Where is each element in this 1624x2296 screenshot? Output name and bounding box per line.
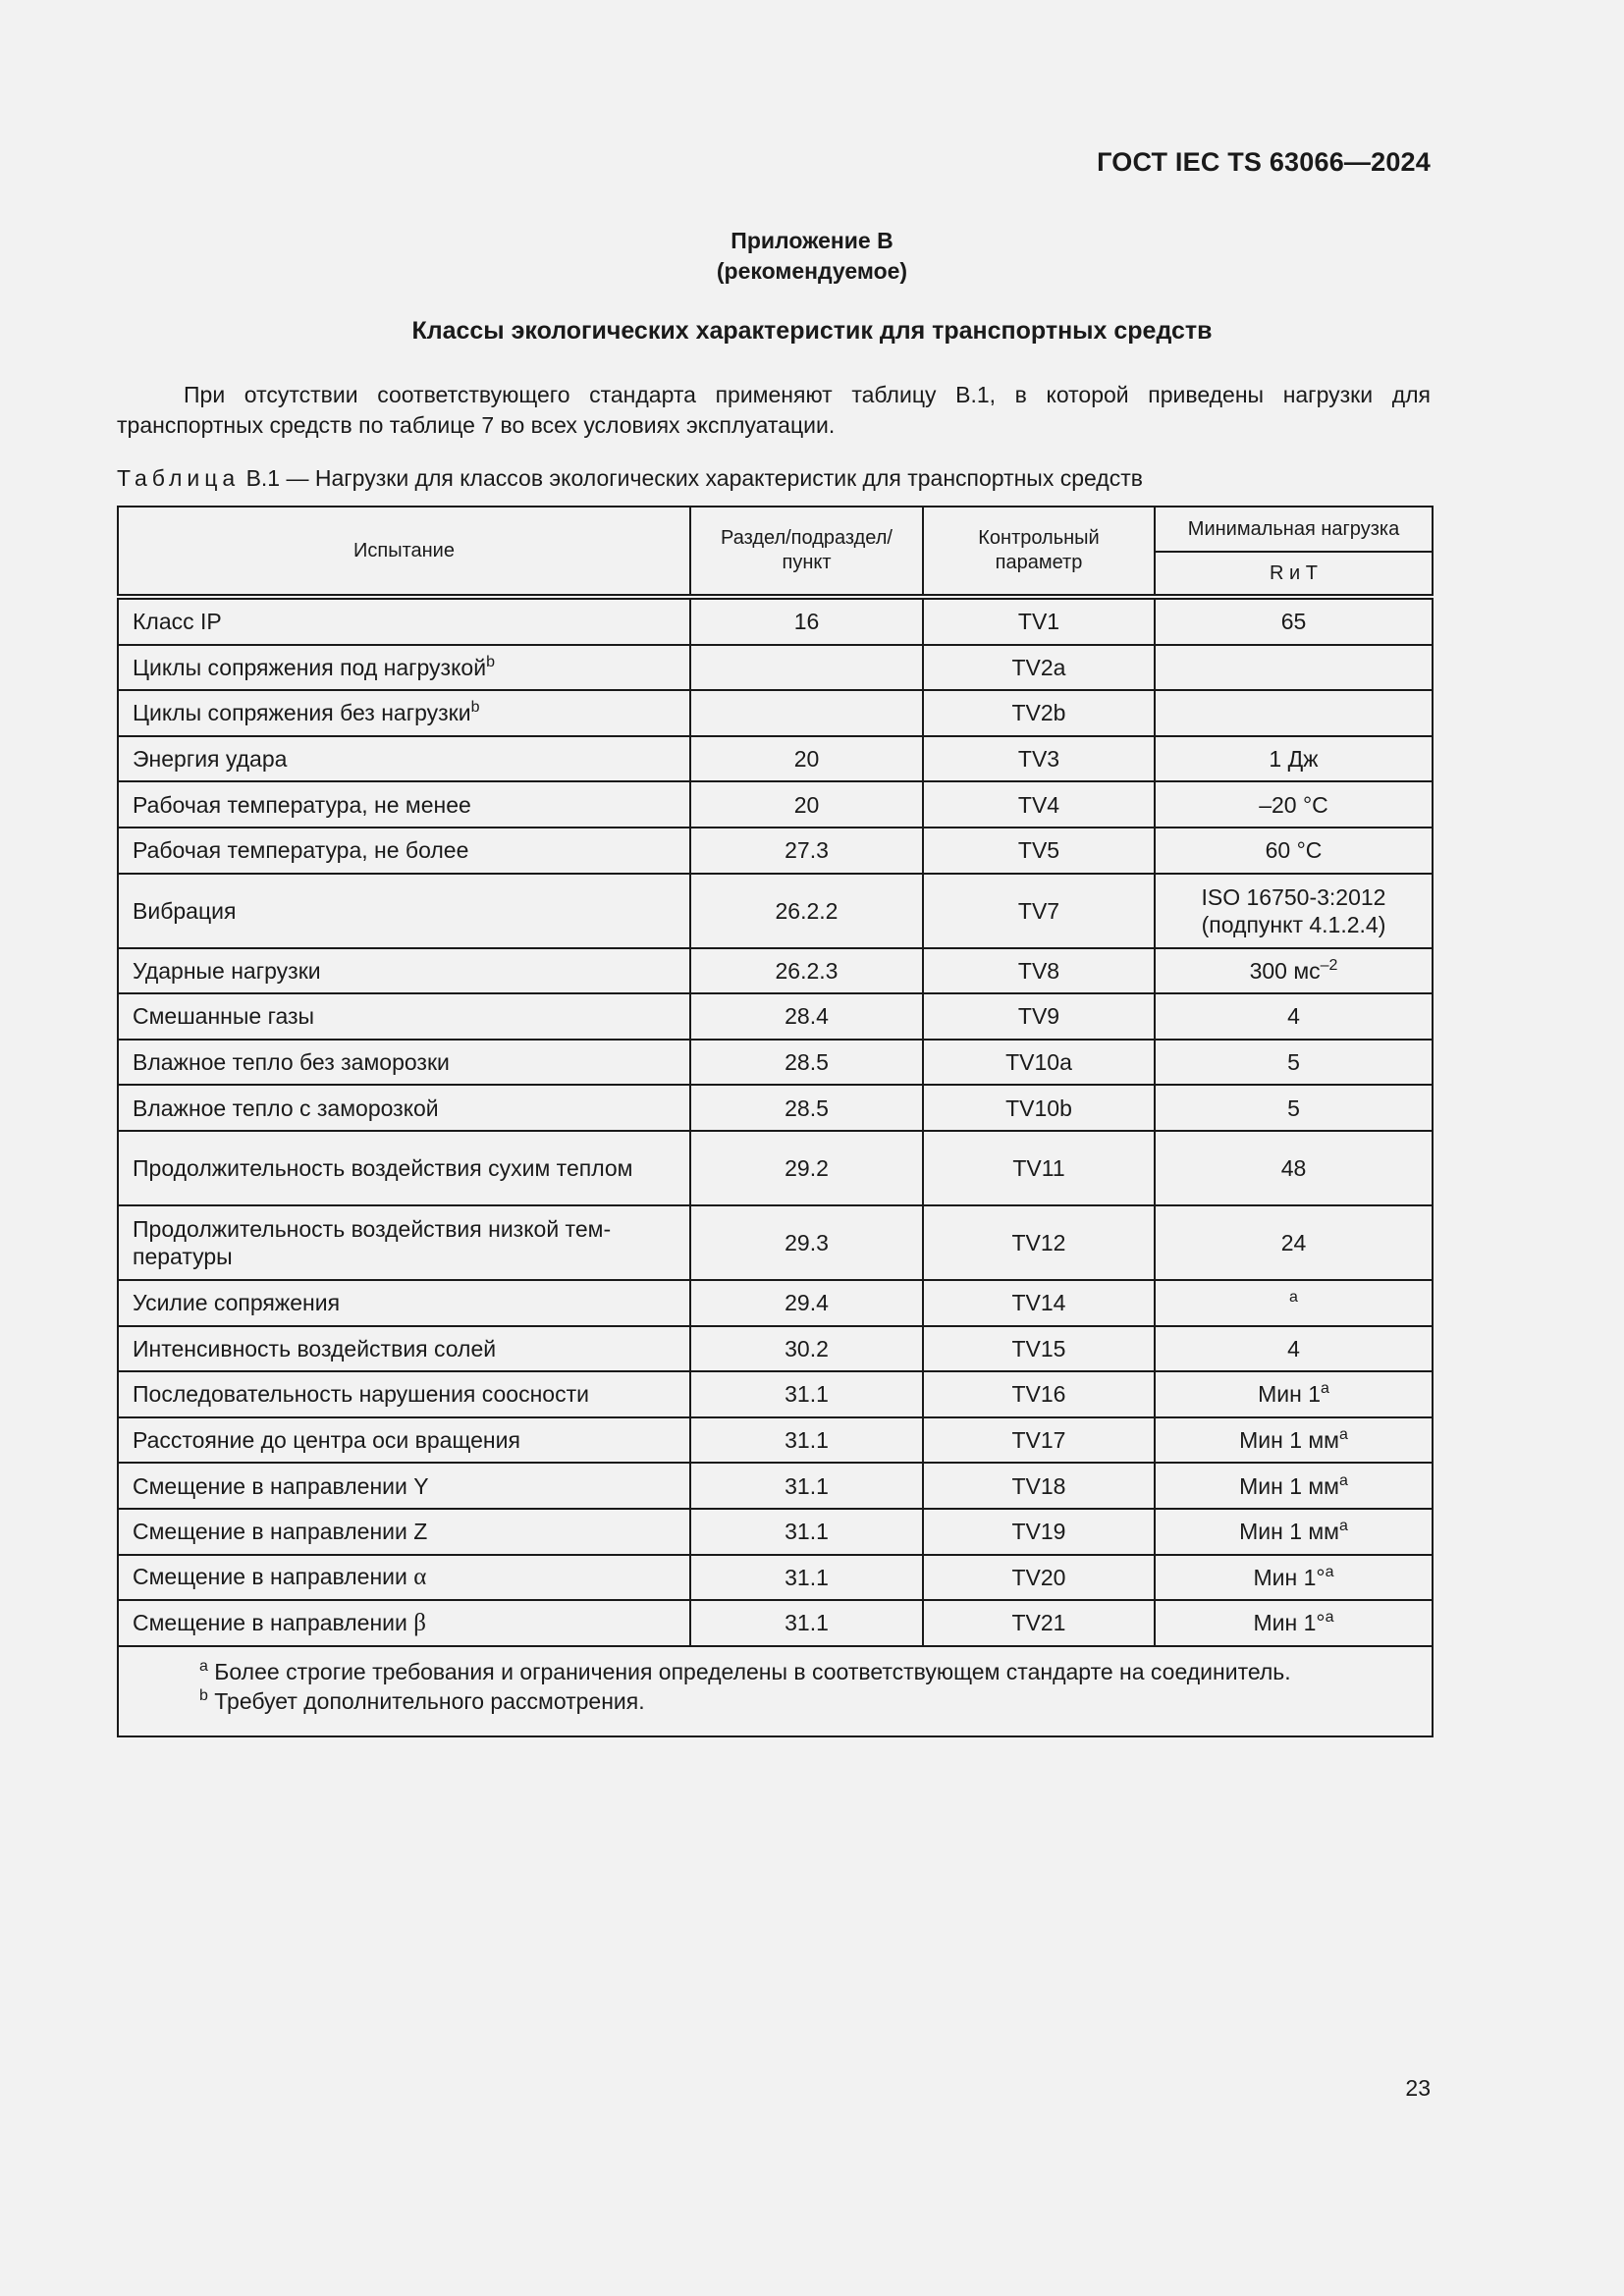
cell-load: [1155, 874, 1433, 948]
cell-load: [1155, 1131, 1433, 1205]
cell-load-text: 4: [1287, 1003, 1300, 1030]
cell-param: TV10a: [923, 1040, 1155, 1086]
cell-test-text: Смещение в направлении: [133, 1564, 407, 1590]
cell-section: 30.2: [690, 1326, 923, 1372]
table-row: [118, 1463, 1433, 1509]
cell-test-greek: β: [413, 1609, 426, 1636]
cell-load-sup: a: [1325, 1609, 1334, 1627]
cell-section: 28.5: [690, 1085, 923, 1131]
cell-test: [118, 1371, 690, 1417]
cell-load-text: 300 мс: [1249, 957, 1321, 984]
cell-test: [118, 874, 690, 948]
cell-load-sup: a: [1339, 1471, 1348, 1489]
cell-load-text: Мин 1°: [1253, 1610, 1326, 1636]
loads-table: [117, 506, 1434, 1737]
cell-test-text: Влажное тепло с заморозкой: [133, 1095, 439, 1121]
cell-section: 31.1: [690, 1417, 923, 1464]
cell-test: [118, 1205, 690, 1280]
table-row: [118, 736, 1433, 782]
cell-test-text: Ударные нагрузки: [133, 957, 321, 984]
cell-section: 28.5: [690, 1040, 923, 1086]
cell-load: [1155, 1371, 1433, 1417]
cell-load-sup: a: [1289, 1289, 1298, 1307]
cell-load: [1155, 1280, 1433, 1326]
cell-param: TV8: [923, 948, 1155, 994]
cell-section: 29.2: [690, 1131, 923, 1205]
table-row: [118, 597, 1433, 645]
cell-param: TV9: [923, 993, 1155, 1040]
cell-section: 31.1: [690, 1509, 923, 1555]
cell-load-sup: a: [1339, 1518, 1348, 1535]
cell-load-text: Мин 1 мм: [1239, 1472, 1339, 1499]
cell-param: TV1: [923, 597, 1155, 645]
table-caption-text: В.1 — Нагрузки для классов экологических характеристик для транспортных средств: [245, 465, 1143, 491]
footnote-b: [199, 1686, 1418, 1716]
cell-load: [1155, 645, 1433, 691]
cell-test: [118, 1417, 690, 1464]
cell-param: TV12: [923, 1205, 1155, 1280]
cell-load-text: 60 °С: [1265, 837, 1323, 864]
cell-test: [118, 1555, 690, 1601]
cell-test: [118, 781, 690, 828]
cell-test-text: Влажное тепло без заморозки: [133, 1049, 450, 1076]
cell-param: TV2b: [923, 690, 1155, 736]
cell-section: 20: [690, 736, 923, 782]
cell-load: [1155, 1509, 1433, 1555]
cell-test: [118, 1040, 690, 1086]
appendix-status: (рекомендуемое): [716, 258, 908, 284]
cell-test-text: Продолжительность воздействия сухим теплом: [133, 1154, 633, 1181]
cell-section: [690, 645, 923, 691]
cell-section: 27.3: [690, 828, 923, 874]
cell-load: [1155, 597, 1433, 645]
cell-test-footnote-mark: b: [470, 699, 480, 717]
cell-load-text: 5: [1287, 1095, 1300, 1121]
header-min-load: Минимальная нагрузка: [1155, 507, 1433, 552]
table-row: [118, 948, 1433, 994]
header-min-load-sub: R и T: [1155, 552, 1433, 597]
cell-load-text: Мин 1: [1258, 1381, 1321, 1408]
cell-load: [1155, 993, 1433, 1040]
cell-param: TV4: [923, 781, 1155, 828]
cell-test: [118, 1463, 690, 1509]
cell-test-text: Последовательность нарушения соосности: [133, 1381, 589, 1408]
cell-load: [1155, 1205, 1433, 1280]
cell-section: 31.1: [690, 1600, 923, 1646]
cell-test-text: Смещение в направлении Y: [133, 1472, 429, 1499]
cell-test: [118, 1131, 690, 1205]
cell-section: 31.1: [690, 1463, 923, 1509]
cell-test: [118, 645, 690, 691]
cell-test: [118, 1509, 690, 1555]
table-row: [118, 828, 1433, 874]
cell-section: 28.4: [690, 993, 923, 1040]
cell-test-text: Циклы сопряжения под нагрузкой: [133, 654, 487, 680]
table-row: [118, 874, 1433, 948]
table-row: [118, 1417, 1433, 1464]
cell-param: TV14: [923, 1280, 1155, 1326]
cell-load: [1155, 781, 1433, 828]
cell-section: 31.1: [690, 1555, 923, 1601]
cell-test-text: Рабочая температура, не менее: [133, 791, 471, 818]
cell-test: [118, 1085, 690, 1131]
table-caption: [117, 465, 1143, 492]
cell-param: TV2a: [923, 645, 1155, 691]
header-test: Испытание: [118, 507, 690, 597]
cell-test: [118, 828, 690, 874]
cell-load: [1155, 736, 1433, 782]
footnote-b-mark: b: [199, 1686, 208, 1704]
table-body: [118, 597, 1433, 1646]
cell-test: [118, 1326, 690, 1372]
cell-load: [1155, 1555, 1433, 1601]
cell-load-text-line2: (подпункт 4.1.2.4): [1201, 911, 1386, 937]
cell-test-greek: α: [413, 1564, 427, 1591]
cell-param: TV21: [923, 1600, 1155, 1646]
cell-test: [118, 993, 690, 1040]
appendix-heading: [0, 226, 1624, 287]
table-row: [118, 1509, 1433, 1555]
appendix-title: Приложение В: [731, 228, 893, 253]
cell-load-text: 5: [1287, 1049, 1300, 1076]
footnote-a-mark: a: [199, 1657, 208, 1675]
cell-param: TV18: [923, 1463, 1155, 1509]
cell-test: [118, 736, 690, 782]
cell-load: [1155, 1085, 1433, 1131]
cell-test-text: Рабочая температура, не более: [133, 837, 469, 864]
cell-load-text: 24: [1280, 1229, 1307, 1255]
cell-load-sup: a: [1325, 1563, 1334, 1580]
cell-load-text: 4: [1287, 1335, 1300, 1362]
cell-param: TV3: [923, 736, 1155, 782]
cell-load-text: 65: [1280, 609, 1307, 635]
table-row: [118, 1326, 1433, 1372]
table-row: [118, 1600, 1433, 1646]
footnote-b-text: Требует дополнительного рассмотрения.: [214, 1687, 645, 1714]
footnote-a-text: Более строгие требования и ограничения определены в соответствующем стандарте на соединитель.: [214, 1658, 1291, 1684]
cell-test-text: Смещение в направлении: [133, 1609, 407, 1635]
cell-load: [1155, 690, 1433, 736]
cell-test-text: Расстояние до центра оси вращения: [133, 1427, 520, 1454]
cell-load: [1155, 1417, 1433, 1464]
cell-test-text: Энергия удара: [133, 746, 288, 773]
cell-section: [690, 690, 923, 736]
cell-load-sup: a: [1339, 1426, 1348, 1444]
footnote-a: [199, 1657, 1418, 1686]
cell-load-text: –20 °С: [1259, 791, 1328, 818]
table-row: [118, 1555, 1433, 1601]
cell-test-footnote-mark: b: [486, 653, 495, 670]
page-number: 23: [1405, 2075, 1431, 2101]
cell-load: [1155, 1600, 1433, 1646]
cell-param: TV10b: [923, 1085, 1155, 1131]
cell-param: TV15: [923, 1326, 1155, 1372]
table-footnotes: [118, 1646, 1433, 1736]
cell-test: [118, 948, 690, 994]
intro-paragraph: При отсутствии соответствующего стандарта применяют таблицу В.1, в которой приведены нагрузки для транспортных средств по таблице 7 во всех условиях эксплуатации.: [117, 382, 1431, 438]
cell-load-text: ISO 16750-3:2012: [1201, 883, 1386, 910]
cell-section: 26.2.3: [690, 948, 923, 994]
cell-test: [118, 1280, 690, 1326]
table-row: [118, 1131, 1433, 1205]
cell-param: TV5: [923, 828, 1155, 874]
cell-load: [1155, 828, 1433, 874]
header-param: Контрольный параметр: [923, 507, 1155, 597]
table-row: [118, 690, 1433, 736]
table-row: [118, 1085, 1433, 1131]
cell-test-text: Смещение в направлении Z: [133, 1519, 428, 1545]
table-row: [118, 1040, 1433, 1086]
cell-section: 29.3: [690, 1205, 923, 1280]
cell-param: TV20: [923, 1555, 1155, 1601]
table-row: [118, 645, 1433, 691]
cell-param: TV17: [923, 1417, 1155, 1464]
cell-param: TV19: [923, 1509, 1155, 1555]
cell-test: [118, 597, 690, 645]
cell-load-text: Мин 1 мм: [1239, 1427, 1339, 1454]
cell-test-text: Вибрация: [133, 897, 237, 924]
cell-test-text: Продолжительность воздействия низкой тем-пературы: [133, 1215, 612, 1269]
cell-load-text: Мин 1 мм: [1239, 1519, 1339, 1545]
table-row: [118, 1371, 1433, 1417]
cell-test-text: Циклы сопряжения без нагрузки: [133, 700, 471, 726]
cell-load: [1155, 948, 1433, 994]
cell-test-text: Усилие сопряжения: [133, 1290, 341, 1316]
cell-param: TV11: [923, 1131, 1155, 1205]
cell-test: [118, 1600, 690, 1646]
table-row: [118, 781, 1433, 828]
table-caption-label: Таблица: [117, 465, 241, 491]
section-title: Классы экологических характеристик для транспортных средств: [411, 317, 1213, 345]
cell-load: [1155, 1326, 1433, 1372]
cell-load-text: 1 Дж: [1269, 746, 1319, 773]
cell-test-text: Интенсивность воздействия солей: [133, 1335, 497, 1362]
cell-section: 29.4: [690, 1280, 923, 1326]
table-row: [118, 993, 1433, 1040]
cell-test-text: Класс IP: [133, 609, 222, 635]
cell-load-text: Мин 1°: [1253, 1564, 1326, 1590]
header-section: Раздел/подраздел/ пункт: [690, 507, 923, 597]
cell-test-text: Смешанные газы: [133, 1003, 315, 1030]
cell-load: [1155, 1463, 1433, 1509]
table-row: [118, 1205, 1433, 1280]
cell-load-sup: –2: [1320, 956, 1338, 974]
cell-param: TV7: [923, 874, 1155, 948]
cell-section: 31.1: [690, 1371, 923, 1417]
cell-param: TV16: [923, 1371, 1155, 1417]
cell-section: 26.2.2: [690, 874, 923, 948]
cell-test: [118, 690, 690, 736]
standard-designation: ГОСТ IEC TS 63066—2024: [1097, 147, 1431, 177]
cell-load-sup: a: [1320, 1380, 1329, 1398]
cell-section: 20: [690, 781, 923, 828]
cell-load-text: 48: [1280, 1154, 1307, 1181]
cell-load: [1155, 1040, 1433, 1086]
cell-section: 16: [690, 597, 923, 645]
table-row: [118, 1280, 1433, 1326]
